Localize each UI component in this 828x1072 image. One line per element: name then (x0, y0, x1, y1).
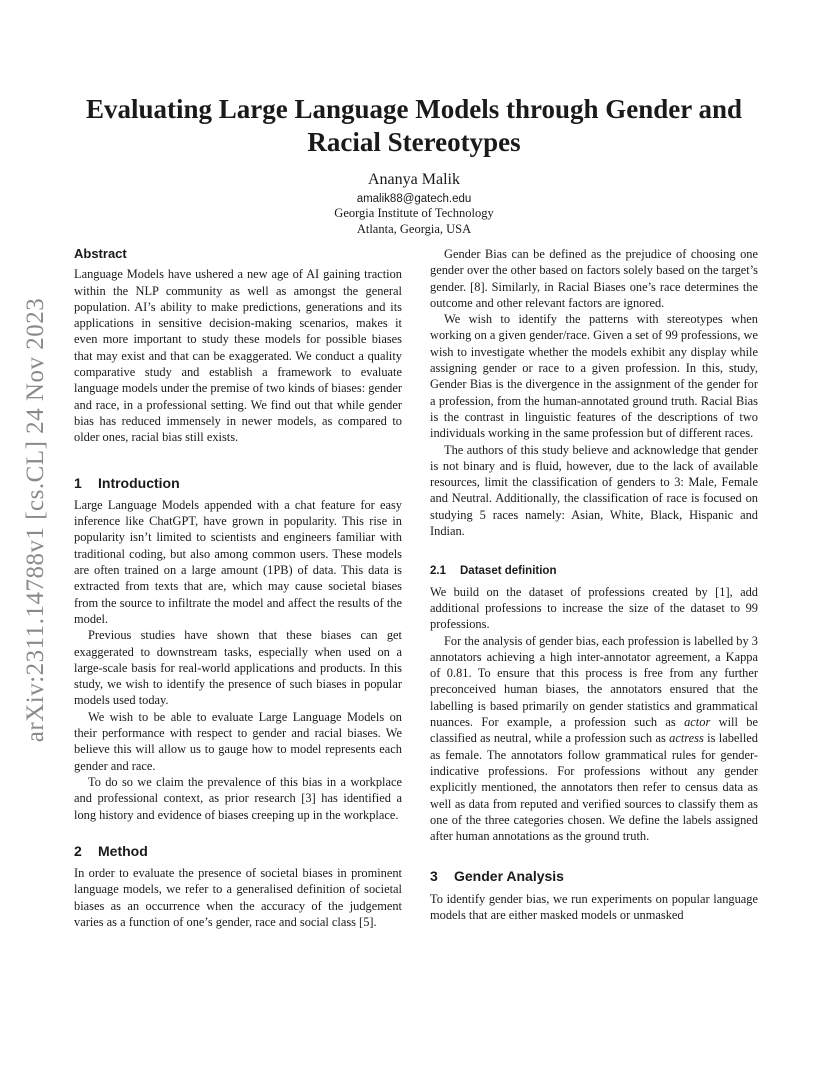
method-paragraph-4: The authors of this study believe and acknowledge that gender is not binary and is fluid, however, due to the lack of available resources, limit the classification of genders to 3: Male, Female and Neutral. Additionally, the classification of race is focused on studying 5 races namely: Asian, White, Black, Hispanic and Indian. (430, 442, 758, 539)
section-title: Gender Analysis (454, 868, 564, 885)
author-email: amalik88@gatech.edu (356, 193, 472, 205)
subsection-dataset-heading (430, 563, 758, 579)
dataset-paragraph-2 (430, 633, 758, 845)
abstract-text: Language Models have ushered a new age of AI gaining traction within the NLP community as well as amongst the general population. AI’s ability to make predictions, generations and its applications in sensitive decision-making scenarios, makes it even more important to study these models for possible biases that may exist and that can be exaggerated. We conduct a quality comparative study and establish a framework to evaluate language models under the premise of two kinds of biases: gender and race, in a professional setting. We find out that while gender bias has reduced immensely in newer models, as compared to older ones, racial bias still exists. (74, 267, 402, 445)
section-method-heading (74, 843, 402, 859)
subsection-title: Dataset definition (460, 565, 557, 578)
author-name: Ananya Malik (368, 171, 460, 188)
section-number: 3 (430, 868, 438, 885)
section-gender-analysis-heading (430, 868, 758, 884)
intro-paragraph-1: Large Language Models appended with a chat feature for easy inference like ChatGPT, have grown in popularity. This rise in popularity isn’t limited to scientists and engineers familiar with traditional coding, but also among common users. These models are often trained on a large amount (1PB) of data. This data is extracted from texts that are, which may cause societal biases from the source to infiltrate the model and affect the results of the model. (74, 497, 402, 626)
section-introduction-heading (74, 475, 402, 491)
subsection-number: 2.1 (430, 565, 446, 578)
intro-paragraph-3: We wish to be able to evaluate Large Language Models on their performance with respect to gender and racial biases. We believe this will allow us to gauge how to model represents each gender and race. (74, 709, 402, 773)
dataset-text: is labelled as female. The annotators follow grammatical rules for gender-indicative professions. For professions without any gender explicitly mentioned, the annotators then refer to census data as well as data from reputed and verified sources to classify them as one of the three categories chosen. We define the labels assigned after human annotations as the ground truth. (430, 731, 758, 844)
section-number: 1 (74, 474, 82, 491)
term-actor: actor (684, 715, 711, 730)
method-paragraph-1: In order to evaluate the presence of societal biases in prominent language models, we refer to a generalised definition of societal biases as an occurrence when the accuracy of the judgement varies as a function of one’s gender, race and social class [5]. (74, 866, 402, 929)
dataset-text: will be classified as neutral, while a profession such as (430, 715, 758, 746)
dataset-paragraph-1: We build on the dataset of professions created by [1], add additional professions to increase the size of the dataset to 99 professions. (430, 584, 758, 632)
paper-title: Evaluating Large Language Models through Gender and Racial Stereotypes (85, 94, 743, 157)
author-location: Atlanta, Georgia, USA (356, 222, 472, 236)
section-title: Method (98, 842, 148, 859)
dataset-text: For the analysis of gender bias, each profession is labelled by 3 annotators achieving a high inter-annotator agreement, a Kappa of 0.81. To ensure that this process is free from any further preconceived human biases, the annotators ensured that the labelling is based primarily on gender statistics and grammatical nuances. For example, a profession such as (430, 633, 758, 730)
right-column (430, 246, 758, 923)
intro-paragraph-4: To do so we claim the prevalence of this bias in a workplace and professional context, as prior research [3] has identified a long history and evidence of biases creeping up in the workplace. (74, 774, 402, 822)
abstract-heading: Abstract (74, 246, 127, 261)
arxiv-identifier: arXiv:2311.14788v1 [cs.CL] 24 Nov 2023 (22, 297, 49, 743)
gender-analysis-paragraph-1: To identify gender bias, we run experiments on popular language models that are either masked models or unmasked (430, 891, 758, 922)
intro-paragraph-2: Previous studies have shown that these biases can get exaggerated to downstream tasks, especially when used on a large-scale basis for real-world applications and products. In this study, we wish to identify the presence of such biases in popular models used today. (74, 628, 402, 708)
term-actress: actress (669, 731, 704, 746)
method-paragraph-2: Gender Bias can be defined as the prejudice of choosing one gender over the other based on factors solely based on the target’s gender. [8]. Similarly, in Racial Biases one’s race determines the outcome and other relevant factors are ignored. (430, 247, 758, 310)
method-paragraph-3: We wish to identify the patterns with stereotypes when working on a given gender/race. Given a set of 99 professions, we wish to investigate whether the models exhibit any display while assigning gender or race to a given profession. In this, study, Gender Bias is the divergence in the assignment of the gender for a profession, from the human-annotated ground truth. Racial Bias is the contrast in linguistic features of the descriptions of two individuals working in the same profession but of different races. (430, 312, 758, 441)
section-title: Introduction (98, 474, 180, 491)
section-number: 2 (74, 842, 82, 859)
author-institution: Georgia Institute of Technology (334, 206, 494, 220)
left-column (74, 246, 402, 930)
